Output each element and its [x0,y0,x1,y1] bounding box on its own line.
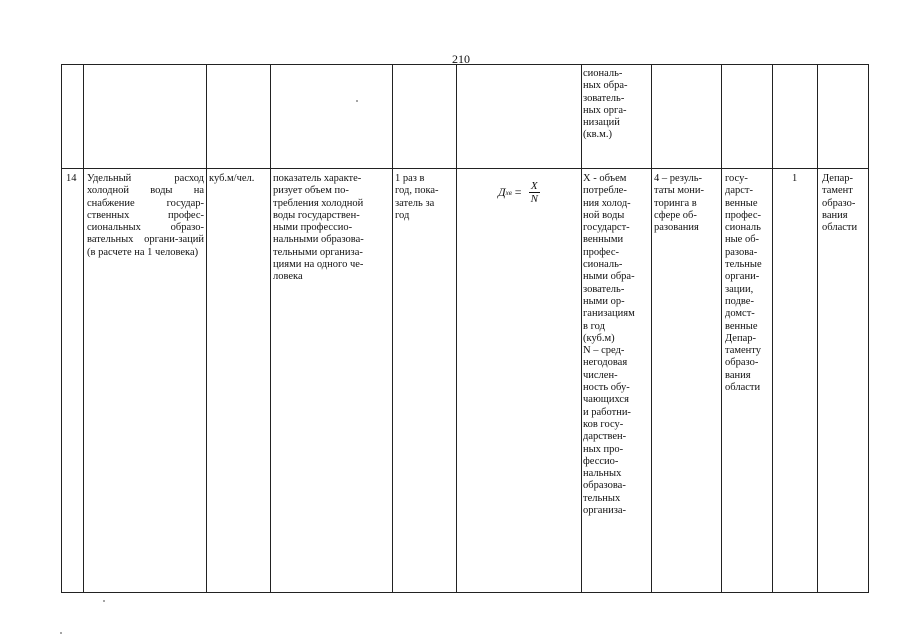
formula-lhs: Д [498,185,506,199]
col-border [270,64,271,593]
col-border [817,64,818,593]
formula-lhs-subscript: хв [505,188,512,197]
page-number: 210 [452,52,470,66]
col-border [772,64,773,593]
row-number: 14 [66,173,77,184]
formula-numerator: X [530,180,538,192]
calculation-formula: Д хв = $\frac{X}{N}$ [498,180,538,205]
table-bottom-border [61,592,869,593]
col-border [868,64,869,593]
col-border [206,64,207,593]
formula-fraction [529,180,540,205]
table-top-border [61,64,869,65]
col-border [392,64,393,593]
prev-row-variables-cell: сиональ- ных обра- зователь- ных орга- низаций (кв.м.) [583,68,628,141]
col-border [651,64,652,593]
periodicity: 1 раз в год, пока- затель за год [395,173,439,221]
col-border [61,64,62,593]
responsible-body: Депар- тамент образо- вания области [822,173,858,234]
scan-speck [103,600,105,602]
indicator-name: Удельный расход холодной воды на снабжение государ-ственных профес-сиональных образо-вательных органи-заций (в расчете на 1 человека) [87,173,204,258]
data-source: 4 – резуль- таты мони- торинга в сфере об- разования [654,173,705,234]
col-border [721,64,722,593]
scan-speck [356,100,358,102]
observation-subject: госу- дарст- венные профес- сиональ ные об- разова- тельные органи- зации, подве- домст- венные Депар- таменту образо- вания области [725,173,762,394]
coverage-level: 1 [792,173,798,184]
col-border [456,64,457,593]
indicator-definition: показатель характе- ризует объем по- требления холодной воды государствен- ными профессио- нальными образова- тельными организа- циями на одного че- ловека [273,173,364,283]
row-divider [61,168,869,169]
scan-speck [60,632,62,634]
variables-description: X - объем потребле- ния холод- ной воды государст- венными профес- сиональ- ными обра- зователь- ными ор- ганизациям в год (куб.м) N – сред- негодовая числен- ность обу- чающихся и работни- ков госу- дарствен- ных про- фессио- нальных образова- тельных организа- [583,173,635,517]
col-border [83,64,84,593]
formula-denominator: N [530,193,538,205]
col-border [581,64,582,593]
unit-of-measure: куб.м/чел. [209,173,255,184]
